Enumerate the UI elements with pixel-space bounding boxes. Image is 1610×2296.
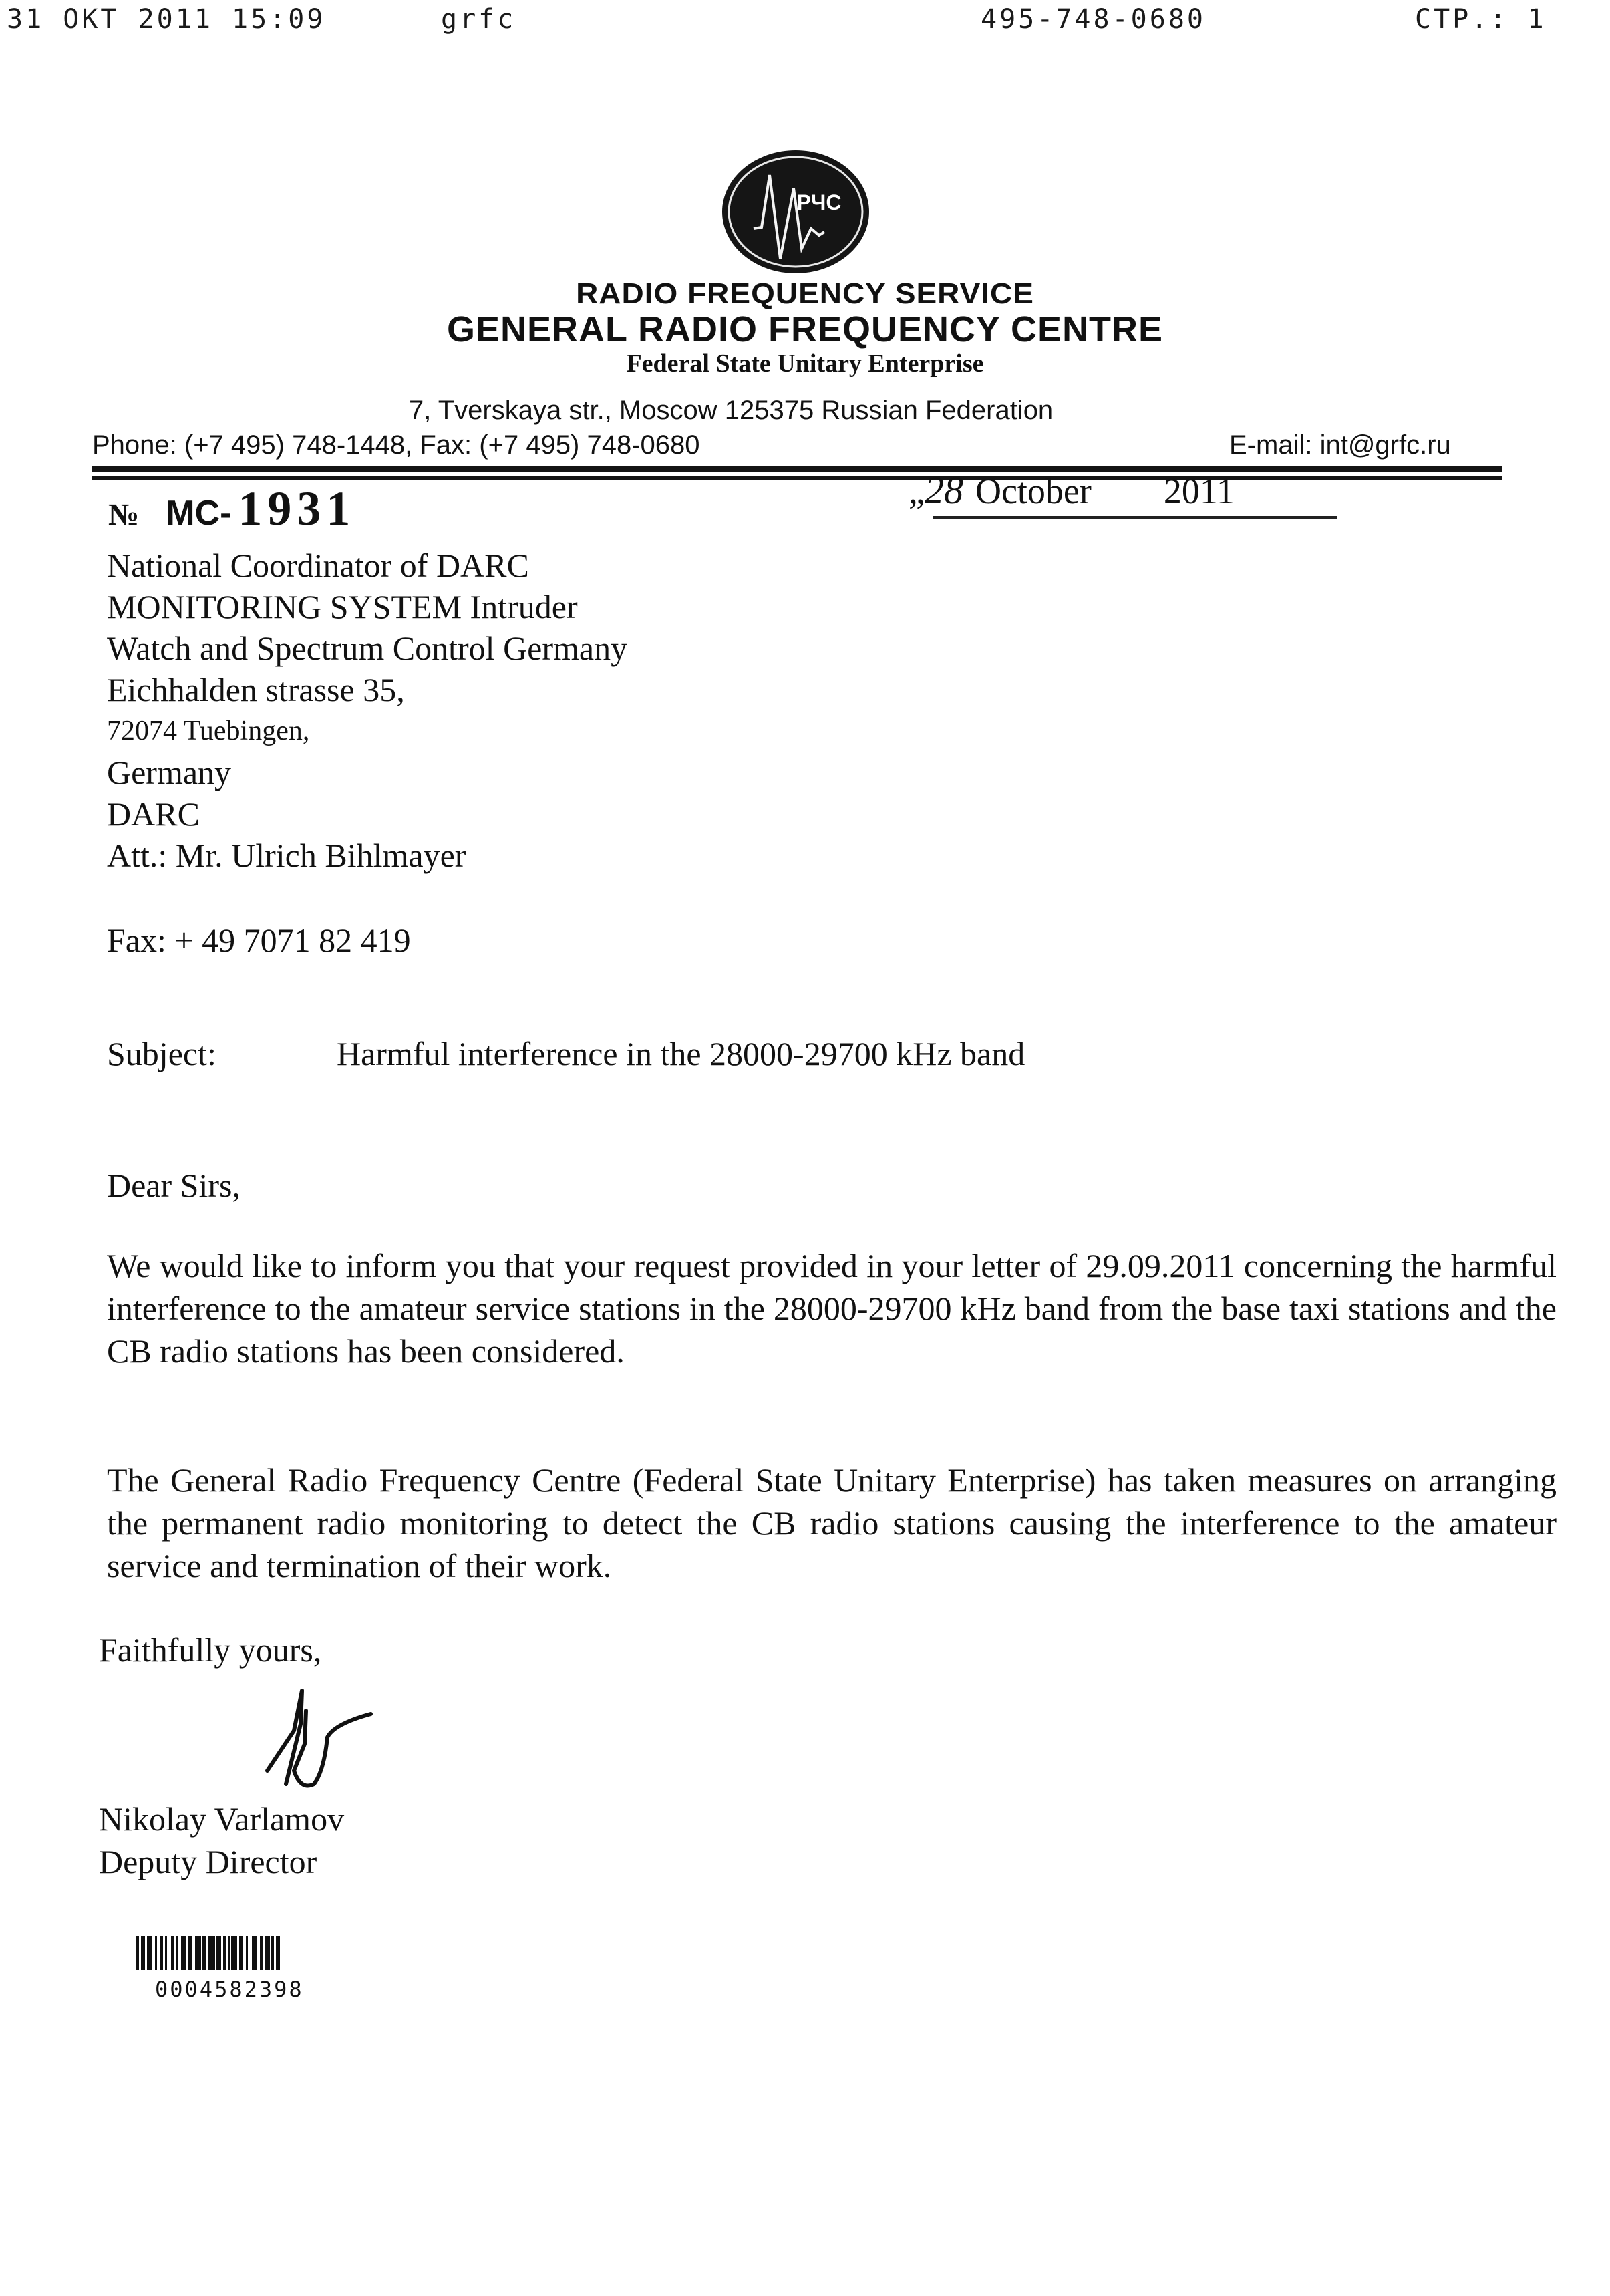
closing-salutation: Faithfully yours,	[99, 1631, 322, 1669]
date-year: 2011	[1163, 471, 1235, 511]
barcode-icon	[136, 1936, 325, 1970]
org-phone-fax: Phone: (+7 495) 748-1448, Fax: (+7 495) 748-0680	[92, 430, 700, 460]
svg-text:РЧС: РЧС	[796, 190, 842, 214]
date-underline	[933, 516, 1337, 519]
signer-title: Deputy Director	[99, 1843, 317, 1880]
subject-text: Harmful interference in the 28000-29700 kHz band	[337, 1035, 1025, 1072]
date-quote: „	[909, 471, 925, 511]
recipient-line: Germany	[107, 754, 232, 791]
recipient-line: DARC	[107, 795, 200, 833]
barcode-number: 0004582398	[155, 1977, 304, 2002]
recipient-line: National Coordinator of DARC	[107, 547, 529, 584]
recipient-line: 72074 Tuebingen,	[107, 716, 310, 746]
org-enterprise-type: Federal State Unitary Enterprise	[626, 349, 984, 378]
recipient-line: Watch and Spectrum Control Germany	[107, 629, 628, 667]
subject-line	[107, 1034, 1025, 1073]
reference-number	[108, 481, 355, 537]
reference-value: 1931	[238, 482, 356, 535]
letterhead-divider-secondary	[92, 476, 1502, 480]
number-sign: №	[108, 497, 140, 531]
letter-date	[909, 468, 1235, 513]
signer-block	[99, 1798, 344, 1883]
recipient-fax: Fax: + 49 7071 82 419	[107, 921, 411, 959]
body-paragraph: We would like to inform you that your request provided in your letter of 29.09.2011 concerning the harmful interference to the amateur service stations in the 28000-29700 kHz band from the base taxi stations and the CB radio stations has been considered.	[107, 1247, 1557, 1370]
greeting: Dear Sirs,	[107, 1167, 240, 1204]
org-centre-name: GENERAL RADIO FREQUENCY CENTRE	[446, 309, 1164, 349]
recipient-line: Eichhalden strasse 35,	[107, 671, 405, 708]
subject-label: Subject:	[107, 1035, 216, 1072]
org-service-name: RADIO FREQUENCY SERVICE	[576, 277, 1034, 310]
fax-page-number: CTP.: 1	[1415, 4, 1547, 35]
body-paragraph: The General Radio Frequency Centre (Federal State Unitary Enterprise) has taken measures on arranging the permanent radio monitoring to detect the CB radio stations causing the interference to the amateur service and termination of their work.	[107, 1461, 1557, 1584]
recipient-attention: Att.: Mr. Ulrich Bihlmayer	[107, 837, 466, 874]
recipient-address	[107, 545, 627, 876]
org-email: E-mail: int@grfc.ru	[1229, 430, 1451, 460]
org-address: 7, Tverskaya str., Moscow 125375 Russian Federation	[409, 396, 1054, 425]
reference-prefix: МС-	[166, 494, 232, 533]
fax-datetime: 31 OKT 2011 15:09	[7, 4, 326, 35]
signer-name: Nikolay Varlamov	[99, 1800, 345, 1838]
fax-sender-id: grfc	[441, 4, 516, 35]
letterhead-divider	[92, 466, 1502, 472]
date-day: 28	[924, 468, 963, 512]
recipient-line: MONITORING SYSTEM Intruder	[107, 588, 578, 625]
date-month: October	[975, 471, 1092, 511]
rfc-logo-icon	[720, 148, 871, 275]
signature-icon	[254, 1684, 387, 1804]
fax-number: 495-748-0680	[981, 4, 1206, 35]
